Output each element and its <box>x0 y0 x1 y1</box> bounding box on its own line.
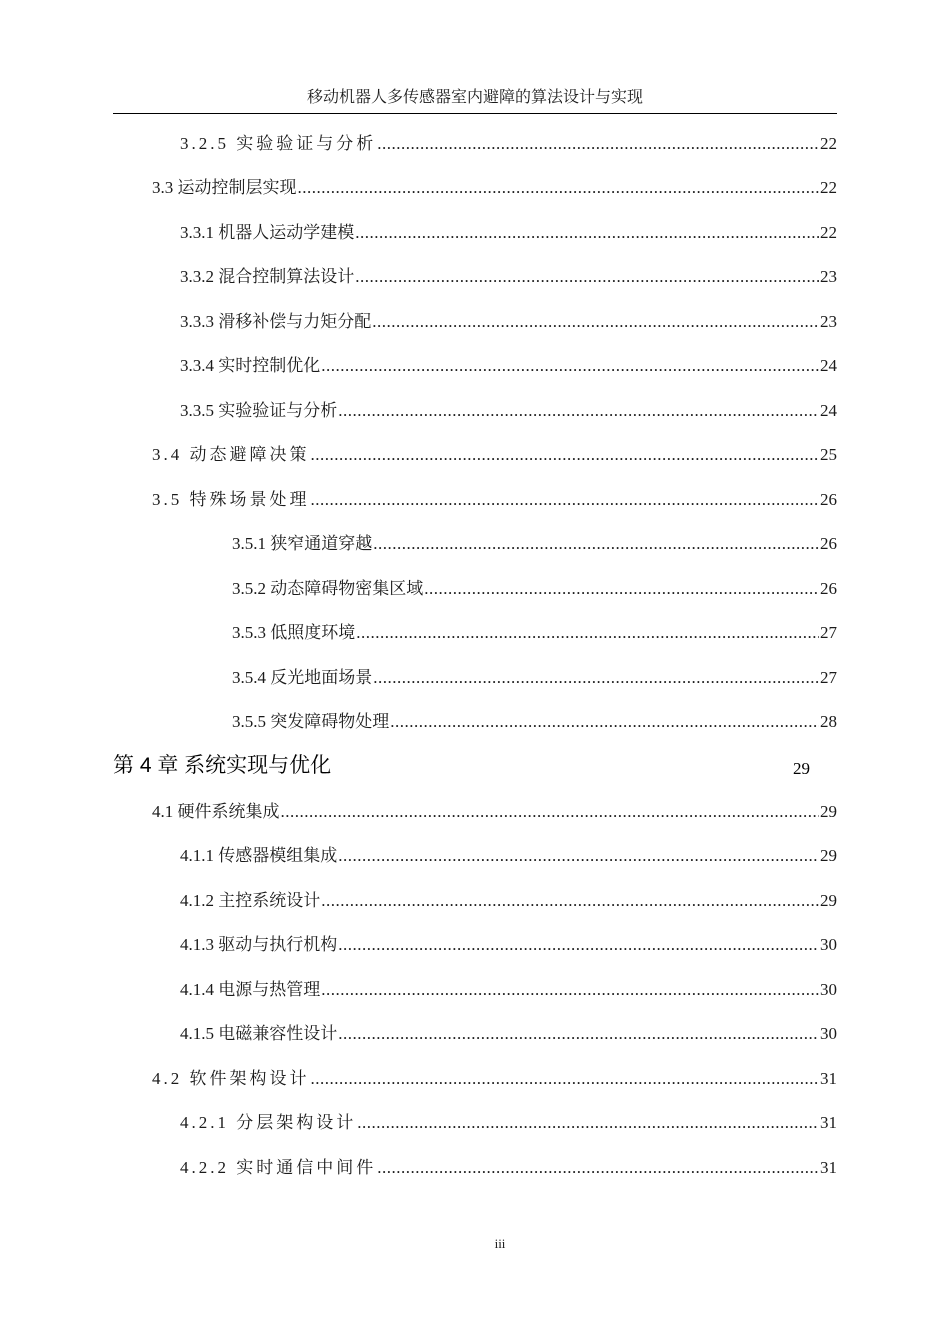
toc-entry-4-1-3[interactable] <box>180 933 837 957</box>
toc-entry-label: 4.1.5 电磁兼容性设计 <box>180 1024 338 1043</box>
toc-entry-3-3-4[interactable] <box>180 354 837 378</box>
dot-leader <box>338 933 819 957</box>
dot-leader <box>338 399 819 423</box>
toc-entry-page: 23 <box>820 312 837 331</box>
dot-leader <box>355 265 819 289</box>
toc-entry-3-3-2[interactable] <box>180 265 837 289</box>
dot-leader <box>311 1067 820 1091</box>
dot-leader <box>424 577 819 601</box>
toc-entry-label: 3.3.2 混合控制算法设计 <box>180 267 355 286</box>
toc-entry-page: 22 <box>820 134 837 153</box>
toc-entry-label: 3.5.2 动态障碍物密集区域 <box>232 579 424 598</box>
dot-leader <box>338 1022 819 1046</box>
toc-entry-3-5-2[interactable] <box>232 577 837 601</box>
toc-entry-label: 3.5.4 反光地面场景 <box>232 668 373 687</box>
toc-entry-label: 4.2.2 实时通信中间件 <box>180 1158 377 1177</box>
dot-leader <box>373 666 819 690</box>
toc-entry-page: 31 <box>820 1158 837 1177</box>
toc-entry-label: 4.1.4 电源与热管理 <box>180 980 321 999</box>
toc-entry-4-1-1[interactable] <box>180 844 837 868</box>
toc-entry-page: 28 <box>820 712 837 731</box>
dot-leader <box>390 710 819 734</box>
toc-entry-label: 3.4 动态避障决策 <box>152 445 310 464</box>
toc-entry-4-1-2[interactable] <box>180 889 837 913</box>
header-rule <box>113 113 837 114</box>
toc-entry-page: 31 <box>820 1113 837 1132</box>
toc-entry-label: 3.5 特殊场景处理 <box>152 490 310 509</box>
toc-entry-page: 29 <box>820 802 837 821</box>
toc-entry-3-3-5[interactable] <box>180 399 837 423</box>
toc-entry-label: 3.2.5 实验验证与分析 <box>180 134 377 153</box>
toc-entry-page: 30 <box>820 935 837 954</box>
dot-leader <box>311 488 820 512</box>
dot-leader <box>372 310 819 334</box>
dot-leader <box>377 1156 819 1180</box>
toc-entry-label: 3.5.5 突发障碍物处理 <box>232 712 390 731</box>
toc-entry-3-2-5[interactable] <box>180 132 837 156</box>
dot-leader <box>338 844 819 868</box>
dot-leader <box>281 800 820 824</box>
toc-entry-page: 25 <box>820 445 837 464</box>
toc-entry-3-3-1[interactable] <box>180 221 837 245</box>
toc-entry-4-2-2[interactable] <box>180 1156 837 1180</box>
toc-entry-4-2-1[interactable] <box>180 1111 837 1135</box>
toc-entry-page: 29 <box>820 846 837 865</box>
toc-entry-label: 4.1.3 驱动与执行机构 <box>180 935 338 954</box>
toc-entry-page: 26 <box>820 579 837 598</box>
dot-leader <box>356 621 819 645</box>
toc-entry-page: 27 <box>820 668 837 687</box>
toc-entry-page: 24 <box>820 401 837 420</box>
toc-entry-label: 3.3.4 实时控制优化 <box>180 356 321 375</box>
toc-entry-label: 4.1.2 主控系统设计 <box>180 891 321 910</box>
chapter-title: 第 4 章 系统实现与优化 <box>113 754 332 777</box>
dot-leader <box>373 532 819 556</box>
toc-entry-page: 23 <box>820 267 837 286</box>
toc-entry-3-4[interactable] <box>152 443 837 467</box>
toc-entry-page: 27 <box>820 623 837 642</box>
toc-entry-label: 3.3 运动控制层实现 <box>152 178 297 197</box>
toc-entry-page: 22 <box>820 178 837 197</box>
toc-entry-page: 26 <box>820 534 837 553</box>
toc-entry-page: 31 <box>820 1069 837 1088</box>
toc-entry-label: 4.2 软件架构设计 <box>152 1069 310 1088</box>
toc-chapter-4[interactable] <box>113 752 813 780</box>
toc-entry-page: 22 <box>820 223 837 242</box>
toc-entry-label: 3.3.5 实验验证与分析 <box>180 401 338 420</box>
toc-entry-page: 29 <box>820 891 837 910</box>
dot-leader <box>311 443 820 467</box>
running-header: 移动机器人多传感器室内避障的算法设计与实现 <box>306 89 643 106</box>
dot-leader <box>298 176 820 200</box>
toc-entry-3-5-5[interactable] <box>232 710 837 734</box>
toc-entry-4-1-5[interactable] <box>180 1022 837 1046</box>
toc-entry-3-5[interactable] <box>152 488 837 512</box>
dot-leader <box>321 889 819 913</box>
page-number: iii <box>494 1236 506 1251</box>
toc-entry-page: 24 <box>820 356 837 375</box>
toc-entry-label: 3.3.3 滑移补偿与力矩分配 <box>180 312 372 331</box>
toc-entry-4-2[interactable] <box>152 1067 837 1091</box>
toc-entry-3-3[interactable] <box>152 176 837 200</box>
toc-entry-page: 30 <box>820 980 837 999</box>
toc-entry-label: 3.5.3 低照度环境 <box>232 623 356 642</box>
toc-entry-label: 4.1.1 传感器模组集成 <box>180 846 338 865</box>
dot-leader <box>321 978 819 1002</box>
dot-leader <box>377 132 819 156</box>
toc-entry-page: 26 <box>820 490 837 509</box>
toc-entry-3-5-4[interactable] <box>232 666 837 690</box>
toc-entry-label: 3.5.1 狭窄通道穿越 <box>232 534 373 553</box>
toc-entry-label: 4.1 硬件系统集成 <box>152 802 280 821</box>
toc-entry-4-1-4[interactable] <box>180 978 837 1002</box>
dot-leader <box>321 354 819 378</box>
toc-entry-3-3-3[interactable] <box>180 310 837 334</box>
toc-entry-3-5-3[interactable] <box>232 621 837 645</box>
dot-leader <box>355 221 819 245</box>
toc-entry-label: 4.2.1 分层架构设计 <box>180 1113 357 1132</box>
dot-leader <box>357 1111 819 1135</box>
toc-entry-4-1[interactable] <box>152 800 837 824</box>
chapter-page: 29 <box>793 759 810 778</box>
toc-entry-label: 3.3.1 机器人运动学建模 <box>180 223 355 242</box>
toc-entry-3-5-1[interactable] <box>232 532 837 556</box>
toc-entry-page: 30 <box>820 1024 837 1043</box>
